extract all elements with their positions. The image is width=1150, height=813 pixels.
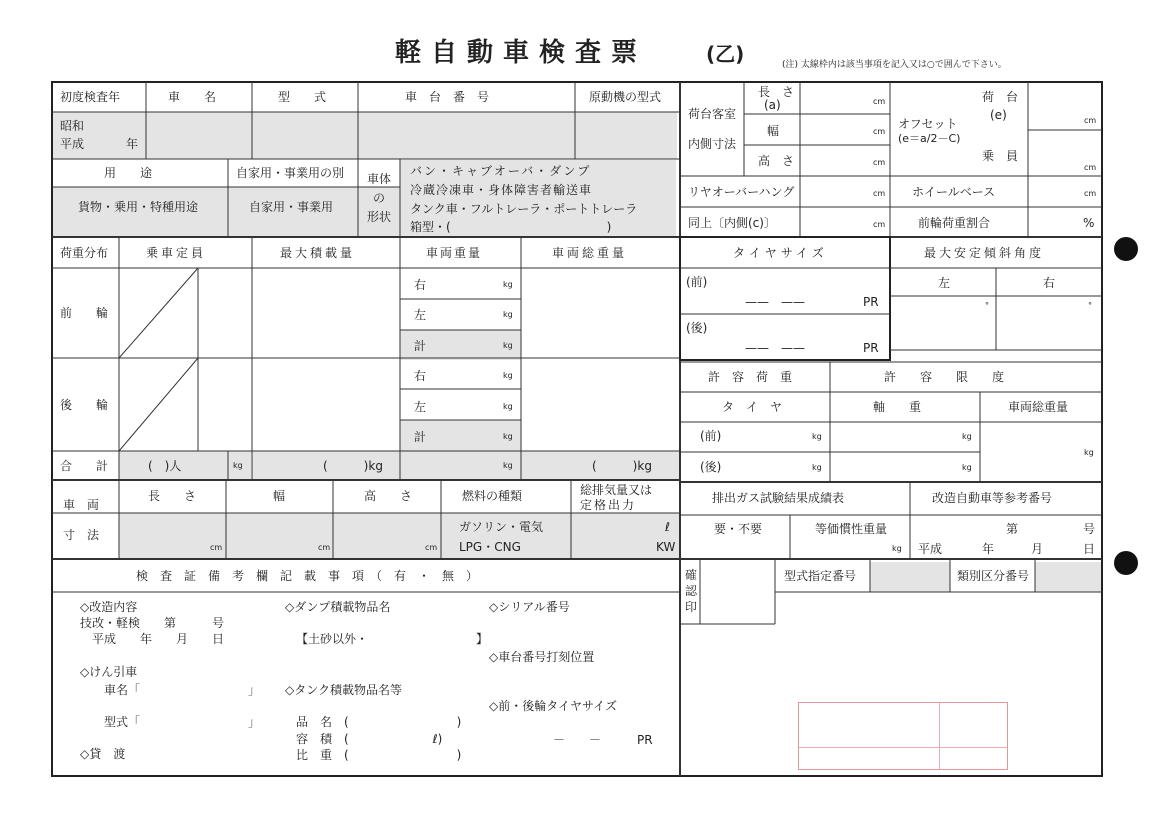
remarks-approval-date: 平成 年 月 日 xyxy=(92,632,225,646)
emission-label: 排出ガス試験結果成績表 xyxy=(712,491,845,505)
remarks-chassis-stamp: ◇車台番号打刻位置 xyxy=(489,650,595,664)
tire-rear-label: (後) xyxy=(686,321,708,335)
tilt-right-label: 右 xyxy=(1043,276,1056,290)
cm-unit: cm xyxy=(210,543,223,552)
cm-unit: cm xyxy=(425,543,438,552)
sum-label: 計 xyxy=(414,339,427,353)
modified-year: 年 xyxy=(982,542,995,556)
gross-weight-label: 車両総重量 xyxy=(552,246,628,260)
kg-unit: kg xyxy=(812,463,822,472)
cm-unit: cm xyxy=(873,97,886,106)
allowable-front-label: (前) xyxy=(700,429,722,443)
body-shape-option-3[interactable]: タンク車・フルトレーラ・ポートトレーラ xyxy=(410,202,638,216)
liter-unit: ℓ xyxy=(665,520,670,534)
kg-unit: kg xyxy=(892,544,902,553)
kg-unit: kg xyxy=(503,461,513,470)
body-shape-option-1[interactable]: バン・キャブオーバ・ダンプ xyxy=(410,164,592,178)
engine-model-label: 原動機の型式 xyxy=(589,90,662,104)
confirm-label-3: 印 xyxy=(685,600,698,614)
kw-unit: KW xyxy=(656,540,676,554)
cargo-height-label: 高 さ xyxy=(758,154,795,168)
era-heisei: 平成 xyxy=(60,137,85,151)
kg-unit: kg xyxy=(962,463,972,472)
chassis-number-label: 車 台 番 号 xyxy=(405,90,490,104)
cargo-dim-label-1: 荷台客室 xyxy=(688,107,737,121)
remarks-tire-sizes: ◇前・後輪タイヤサイズ xyxy=(489,699,618,713)
purpose-value[interactable]: 貨物・乗用・特種用途 xyxy=(78,200,199,214)
vehicle-name-label: 車 名 xyxy=(168,90,217,104)
cm-unit: cm xyxy=(873,189,886,198)
remarks-dump-items: ◇ダンプ積載物品名 xyxy=(285,600,391,614)
private-business-label: 自家用・事業用の別 xyxy=(236,166,345,180)
cargo-length-sub: (a) xyxy=(764,98,781,112)
cm-unit: cm xyxy=(1084,116,1097,125)
confirm-label-1: 確 xyxy=(685,568,698,582)
cm-unit: cm xyxy=(1084,189,1097,198)
allowable-axle-label: 軸 重 xyxy=(873,400,922,414)
displacement-label-2: 定格出力 xyxy=(580,498,637,512)
fuel-value-2[interactable]: LPG・CNG xyxy=(459,540,521,554)
remarks-header: 検 査 証 備 考 欄 記 載 事 項 （ 有 ・ 無 ） xyxy=(136,569,479,583)
body-shape-option-4[interactable]: 箱型・( ) xyxy=(410,220,612,234)
form-title: 軽自動車検査票 xyxy=(395,38,648,68)
official-stamp-imprint xyxy=(798,702,1008,770)
modified-gou: 号 xyxy=(1083,522,1096,536)
kg-unit: kg xyxy=(503,371,513,380)
front-load-ratio-label: 前輪荷重割合 xyxy=(918,216,991,230)
tire-front-dashes: —— —— xyxy=(745,295,806,309)
rear-overhang-label: リヤオーバーハング xyxy=(688,185,795,199)
total-label: 合 計 xyxy=(60,459,109,473)
private-business-value[interactable]: 自家用・事業用 xyxy=(249,200,334,214)
total-gross-weight: ( )kg xyxy=(592,459,652,473)
allowable-load-label: 許 容 荷 重 xyxy=(708,370,793,384)
kg-unit: kg xyxy=(1084,448,1094,457)
dim-length-label: 長 さ xyxy=(148,489,197,503)
kg-unit: kg xyxy=(962,432,972,441)
modified-heisei: 平成 xyxy=(918,542,943,556)
tilt-left-label: 左 xyxy=(938,276,951,290)
remarks-tire-sizes-value: － － PR xyxy=(553,733,653,747)
remarks-tow-name: 車名「 」 xyxy=(104,683,261,697)
remarks-approval-number: 技改・軽検 第 号 xyxy=(80,616,225,630)
remarks-tow-vehicle: ◇けん引車 xyxy=(80,665,138,679)
capacity-label: 乗車定員 xyxy=(146,246,207,260)
kg-unit: kg xyxy=(503,341,513,350)
offset-cargo-sub: (e) xyxy=(990,108,1007,122)
form-title-suffix: (乙) xyxy=(706,42,745,66)
vehicle-dim-label-1: 車 両 xyxy=(63,498,100,512)
remarks-tank-gravity: 比 重 ( ) xyxy=(296,748,462,762)
kg-unit: kg xyxy=(233,461,243,470)
remarks-tank-volume: 容 積 ( ℓ) xyxy=(296,732,443,746)
kg-unit: kg xyxy=(503,402,513,411)
body-shape-label-3: 形状 xyxy=(367,210,392,224)
allowable-rear-label: (後) xyxy=(700,460,722,474)
tire-size-label: タイヤサイズ xyxy=(733,246,828,260)
remarks-dump-items-value: 【土砂以外・ 】 xyxy=(296,632,489,646)
modified-dai: 第 xyxy=(1006,522,1019,536)
modified-label: 改造自動車等参考番号 xyxy=(932,491,1053,505)
fuel-value-1[interactable]: ガソリン・電気 xyxy=(459,520,544,534)
body-shape-label-1: 車体 xyxy=(367,172,392,186)
cm-unit: cm xyxy=(1084,163,1097,172)
remarks-lending: ◇貸 渡 xyxy=(80,747,126,761)
allowable-limit-label: 許 容 限 度 xyxy=(884,370,1005,384)
cargo-width-label: 幅 xyxy=(767,124,780,138)
remarks-tow-model: 型式「 」 xyxy=(104,715,261,729)
year-unit: 年 xyxy=(126,137,139,151)
percent-unit: % xyxy=(1083,216,1095,230)
cm-unit: cm xyxy=(873,220,886,229)
tilt-angle-label: 最大安定傾斜角度 xyxy=(924,246,1045,260)
degree-unit: ° xyxy=(1088,301,1092,310)
body-shape-option-2[interactable]: 冷蔵冷凍車・身体障害者輸送車 xyxy=(410,183,593,197)
max-load-label: 最大積載量 xyxy=(280,246,356,260)
remarks-tank-items: ◇タンク積載物品名等 xyxy=(285,683,402,697)
dim-width-label: 幅 xyxy=(273,489,286,503)
purpose-label: 用 途 xyxy=(104,166,153,180)
confirm-label-2: 認 xyxy=(685,584,698,598)
era-showa: 昭和 xyxy=(60,119,85,133)
modified-day: 日 xyxy=(1083,542,1096,556)
cargo-length-label: 長 さ xyxy=(758,85,795,99)
left-label: 左 xyxy=(414,308,427,322)
cm-unit: cm xyxy=(318,543,331,552)
form-note: (注) 太線枠内は該当事項を記入又は○で囲んで下さい。 xyxy=(782,60,1007,70)
dim-height-label: 高 さ xyxy=(364,489,413,503)
front-wheel-label: 前 輪 xyxy=(60,306,109,320)
offset-passenger-label: 乗 員 xyxy=(982,149,1019,163)
kg-unit: kg xyxy=(503,432,513,441)
displacement-label-1: 総排気量又は xyxy=(580,483,653,497)
tire-rear-dashes: —— —— xyxy=(745,341,806,355)
body-shape-label-2: の xyxy=(373,191,386,205)
modified-month: 月 xyxy=(1031,542,1044,556)
degree-unit: ° xyxy=(985,301,989,310)
offset-formula: (e＝a/2－C) xyxy=(898,132,961,145)
first-inspection-year-label: 初度検査年 xyxy=(60,90,121,104)
tire-front-pr: PR xyxy=(863,295,879,309)
total-max-load: ( )kg xyxy=(323,459,383,473)
category-number-label: 類別区分番号 xyxy=(957,569,1030,583)
cm-unit: cm xyxy=(873,127,886,136)
tire-front-label: (前) xyxy=(686,275,708,289)
remarks-tank-name: 品 名 ( ) xyxy=(296,715,462,729)
kg-unit: kg xyxy=(503,310,513,319)
right-label: 右 xyxy=(414,278,427,292)
model-label: 型 式 xyxy=(278,90,327,104)
kg-unit: kg xyxy=(503,280,513,289)
emission-required[interactable]: 要・不要 xyxy=(714,522,763,536)
cargo-dim-label-2: 内側寸法 xyxy=(688,137,737,151)
right-label: 右 xyxy=(414,369,427,383)
tire-rear-pr: PR xyxy=(863,341,879,355)
inertia-weight-label: 等価慣性重量 xyxy=(815,522,888,536)
offset-label: オフセット xyxy=(898,117,958,131)
offset-cargo-label: 荷 台 xyxy=(982,90,1019,104)
cm-unit: cm xyxy=(873,158,886,167)
wheelbase-label: ホイールベース xyxy=(912,185,996,199)
allowable-gross-label: 車両総重量 xyxy=(1008,400,1069,414)
total-persons: ( )人 xyxy=(148,459,182,473)
allowable-tire-label: タ イ ヤ xyxy=(722,400,783,414)
rear-wheel-label: 後 輪 xyxy=(60,398,109,412)
sum-label: 計 xyxy=(414,430,427,444)
remarks-serial-number: ◇シリアル番号 xyxy=(489,600,570,614)
left-label: 左 xyxy=(414,400,427,414)
type-designation-label: 型式指定番号 xyxy=(784,569,857,583)
remarks-modification: ◇改造内容 xyxy=(80,600,138,614)
kg-unit: kg xyxy=(812,432,822,441)
fuel-type-label: 燃料の種類 xyxy=(462,489,523,503)
vehicle-weight-label: 車両重量 xyxy=(426,246,483,260)
load-distribution-label: 荷重分布 xyxy=(60,246,109,260)
vehicle-dim-label-2: 寸 法 xyxy=(63,528,100,542)
inner-c-label: 同上〔内側(c)〕 xyxy=(688,216,776,230)
